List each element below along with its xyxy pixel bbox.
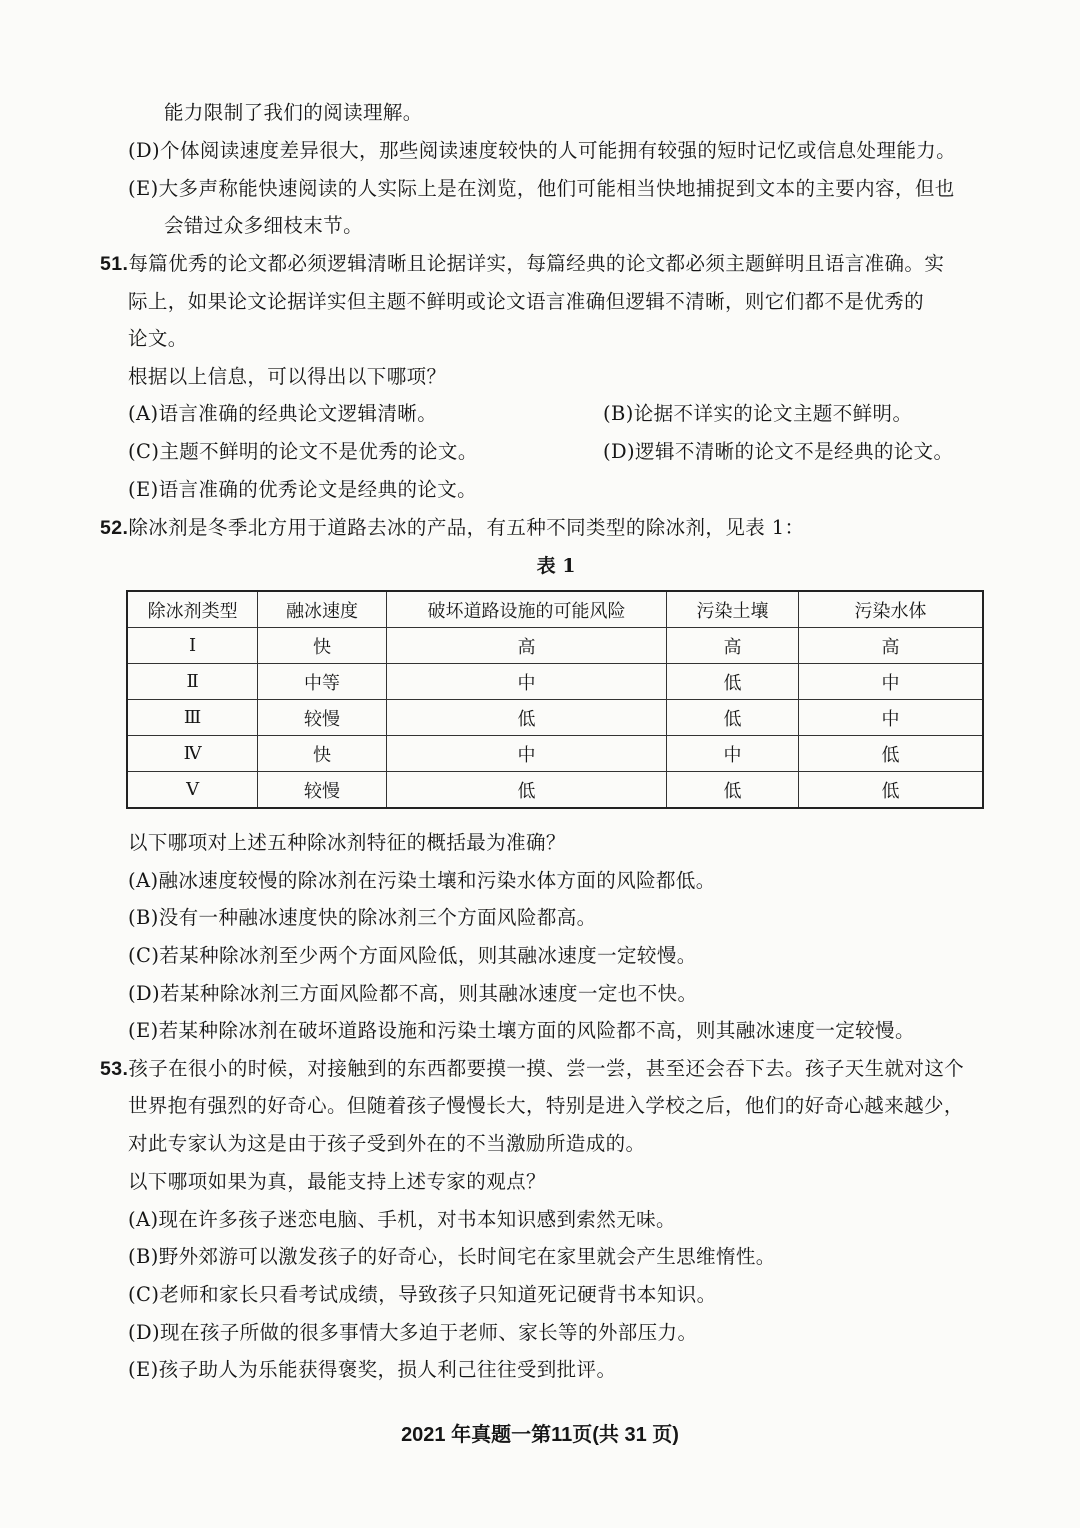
q51-question: 根据以上信息，可以得出以下哪项？: [128, 365, 447, 388]
table-header-cell: 破坏道路设施的可能风险: [386, 591, 666, 628]
table-row: [127, 664, 983, 700]
q51-stem-line3: 论文。: [128, 327, 188, 350]
q51-option-e: (E)语言准确的优秀论文是经典的论文。: [128, 478, 478, 501]
table-cell: 低: [667, 772, 799, 809]
q52-option-b: (B)没有一种融冰速度快的除冰剂三个方面风险都高。: [128, 906, 597, 929]
q51-option-d: (D)逻辑不清晰的论文不是经典的论文。: [603, 440, 954, 463]
q51-stem-line2: 际上，如果论文论据详实但主题不鲜明或论文语言准确但逻辑不清晰，则它们都不是优秀的: [128, 290, 925, 313]
q53-stem-line2: 世界抱有强烈的好奇心。但随着孩子慢慢长大，特别是进入学校之后，他们的好奇心越来越少，: [128, 1094, 964, 1117]
table-cell: Ⅳ: [127, 736, 258, 772]
table-cell: Ⅱ: [127, 664, 258, 700]
q52-number: 52.: [100, 517, 129, 539]
table-cell: 中: [798, 664, 983, 700]
deicer-table: [126, 590, 984, 809]
table-cell: 中等: [258, 664, 387, 700]
q51-number: 51.: [100, 253, 129, 275]
table-row: [127, 700, 983, 736]
table-cell: 低: [667, 700, 799, 736]
table-header-cell: 除冰剂类型: [127, 591, 258, 628]
table-cell: 高: [386, 628, 666, 664]
table-row: [127, 736, 983, 772]
table-cell: 快: [258, 628, 387, 664]
table-cell: 中: [386, 664, 666, 700]
table-cell: 低: [667, 664, 799, 700]
q53-option-e: (E)孩子助人为乐能获得褒奖，损人利己往往受到批评。: [128, 1358, 617, 1381]
q53-stem-line3: 对此专家认为这是由于孩子受到外在的不当激励所造成的。: [128, 1132, 646, 1155]
q50-option-d: (D)个体阅读速度差异很大，那些阅读速度较快的人可能拥有较强的短时记忆或信息处理能力。: [128, 139, 957, 162]
table-cell: 中: [798, 700, 983, 736]
table-header-cell: 融冰速度: [258, 591, 387, 628]
q52-option-e: (E)若某种除冰剂在破坏道路设施和污染土壤方面的风险都不高，则其融冰速度一定较慢。: [128, 1019, 915, 1042]
q50-option-e-line2: 会错过众多细枝末节。: [164, 214, 364, 237]
table-caption: 表 1: [536, 555, 576, 577]
table-cell: 快: [258, 736, 387, 772]
table-cell: 高: [667, 628, 799, 664]
table-cell: Ⅴ: [127, 772, 258, 809]
table-cell: Ⅲ: [127, 700, 258, 736]
table-cell: Ⅰ: [127, 628, 258, 664]
q52-option-d: (D)若某种除冰剂三方面风险都不高，则其融冰速度一定也不快。: [128, 982, 698, 1005]
q50-option-c-continuation: 能力限制了我们的阅读理解。: [164, 101, 423, 124]
table-header-cell: 污染水体: [798, 591, 983, 628]
table-header-row: [127, 591, 983, 628]
page-footer: 2021 年真题一第11页(共 31 页): [401, 1424, 679, 1446]
table-cell: 低: [798, 772, 983, 809]
q51-option-c: (C)主题不鲜明的论文不是优秀的论文。: [128, 440, 478, 463]
table-cell: 高: [798, 628, 983, 664]
q51-option-a: (A)语言准确的经典论文逻辑清晰。: [128, 402, 438, 425]
q52-option-c: (C)若某种除冰剂至少两个方面风险低，则其融冰速度一定较慢。: [128, 944, 697, 967]
table-header-cell: 污染土壤: [667, 591, 799, 628]
q53-option-c: (C)老师和家长只看考试成绩，导致孩子只知道死记硬背书本知识。: [128, 1283, 717, 1306]
q51-stem-line1: 51.每篇优秀的论文都必须逻辑清晰且论据详实，每篇经典的论文都必须主题鲜明且语言准确。实: [100, 252, 945, 275]
table-cell: 中: [667, 736, 799, 772]
q51-option-b: (B)论据不详实的论文主题不鲜明。: [603, 402, 913, 425]
table-cell: 低: [798, 736, 983, 772]
table-row: [127, 628, 983, 664]
q53-option-a: (A)现在许多孩子迷恋电脑、手机，对书本知识感到索然无味。: [128, 1208, 676, 1231]
table-cell: 中: [386, 736, 666, 772]
q53-option-d: (D)现在孩子所做的很多事情大多迫于老师、家长等的外部压力。: [128, 1321, 698, 1344]
table-row: [127, 772, 983, 809]
table-cell: 低: [386, 772, 666, 809]
q52-option-a: (A)融冰速度较慢的除冰剂在污染土壤和污染水体方面的风险都低。: [128, 869, 716, 892]
q53-option-b: (B)野外郊游可以激发孩子的好奇心，长时间宅在家里就会产生思维惰性。: [128, 1245, 776, 1268]
table-cell: 较慢: [258, 772, 387, 809]
q53-question: 以下哪项如果为真，最能支持上述专家的观点？: [128, 1170, 546, 1193]
q53-stem-line1: 53.孩子在很小的时候，对接触到的东西都要摸一摸、尝一尝，甚至还会吞下去。孩子天生就对这个: [100, 1057, 965, 1080]
table-cell: 较慢: [258, 700, 387, 736]
q52-question: 以下哪项对上述五种除冰剂特征的概括最为准确？: [128, 831, 566, 854]
q53-number: 53.: [100, 1058, 129, 1080]
q50-option-e-line1: (E)大多声称能快速阅读的人实际上是在浏览，他们可能相当快地捕捉到文本的主要内容，但也: [128, 177, 955, 200]
q52-stem: 52.除冰剂是冬季北方用于道路去冰的产品，有五种不同类型的除冰剂，见表 1：: [100, 516, 805, 539]
table-cell: 低: [386, 700, 666, 736]
